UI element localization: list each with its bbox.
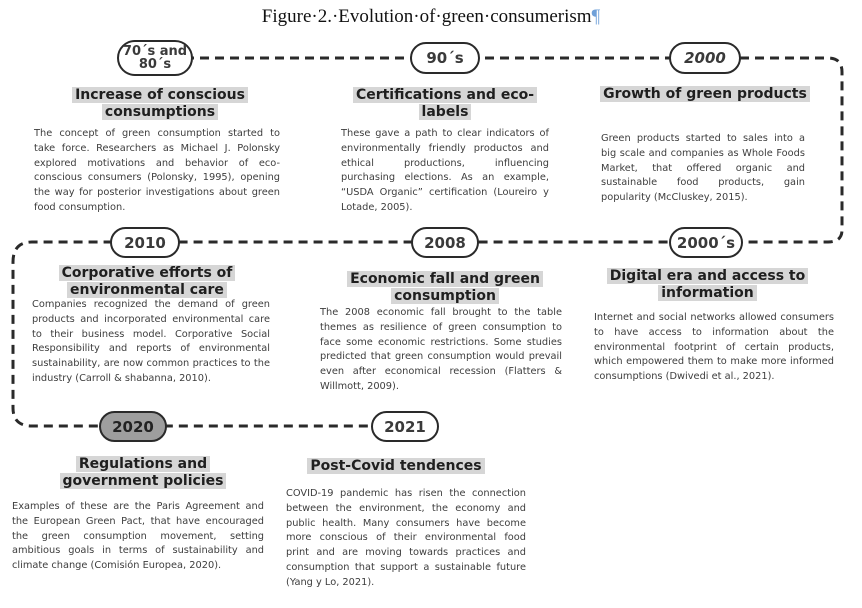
period-pill-90s: 90´s [410, 42, 480, 74]
heading-green-products: Growth of green products [595, 86, 815, 103]
text-conscious-consumptions: The concept of green consumption started to take force. Researchers as Michael J. Polonsky explored motivations and behavior of eco-conscious consumers (Polonsky, 1995), opening the way for posterior investigations about green food consumption. [34, 128, 280, 213]
heading-regulations: Regulations and government policies [48, 456, 238, 490]
pilcrow-mark: ¶ [591, 6, 601, 27]
text-economic-fall: The 2008 economic fall brought to the table themes as resilience of green consumption to face some economic restrictions. Some studies predicted that green consumption would prevail even after economical recession (Flatters & Willmott, 2009). [320, 307, 562, 392]
caption-text: Figure·2.·Evolution·of·green·consumerism [261, 6, 592, 27]
heading-corporative-efforts: Corporative efforts of environmental care [52, 265, 242, 299]
period-pill-2020: 2020 [99, 411, 167, 442]
period-pill-2000: 2000 [669, 42, 741, 74]
period-pill-2010: 2010 [110, 227, 180, 258]
period-pill-2021: 2021 [371, 411, 439, 442]
period-pill-2000s: 2000´s [669, 227, 743, 258]
text-green-products: Green products started to sales into a big scale and companies as Whole Foods Market, that offered organic and sustainable food products, gain popularity (McCluskey, 2015). [601, 133, 805, 204]
period-pill-2008: 2008 [411, 227, 479, 258]
heading-certifications: Certifications and eco-labels [342, 87, 548, 121]
text-post-covid: COVID-19 pandemic has risen the connection between the environment, the economy and public health. Many consumers have become more conscious of their environmental food print and are moving towards practices and consumption that support a sustainable future (Yang y Lo, 2021). [286, 488, 526, 588]
text-corporative-efforts: Companies recognized the demand of green products and incorporated environmental care to their business model. Corporative Social Responsibility and reports of environmental sustainability, are now common practices to the industry (Carroll & shabanna, 2010). [32, 299, 270, 384]
heading-conscious-consumptions: Increase of conscious consumptions [40, 87, 280, 121]
text-regulations: Examples of these are the Paris Agreement and the European Green Pact, that have encouraged the green consumption movement, setting ambitious goals in terms of sustainability and climate change (Comisión Europea, 2020). [12, 501, 264, 572]
heading-economic-fall: Economic fall and green consumption [340, 271, 550, 305]
text-certifications: These gave a path to clear indicators of environmentally friendly productos and ethical productions, influencing purchasing elections. As an example, “USDA Organic” certification (Loureiro y Lotade, 2005). [341, 128, 549, 213]
text-digital-era: Internet and social networks allowed consumers to have access to information about the environmental footprint of certain products, which empowered them to make more informed consumptions (Dwivedi et al., 2021). [594, 312, 834, 383]
period-pill-70s-80s: 70´s and 80´s [117, 40, 193, 76]
heading-digital-era: Digital era and access to information [600, 268, 815, 302]
heading-post-covid: Post-Covid tendences [286, 458, 506, 475]
